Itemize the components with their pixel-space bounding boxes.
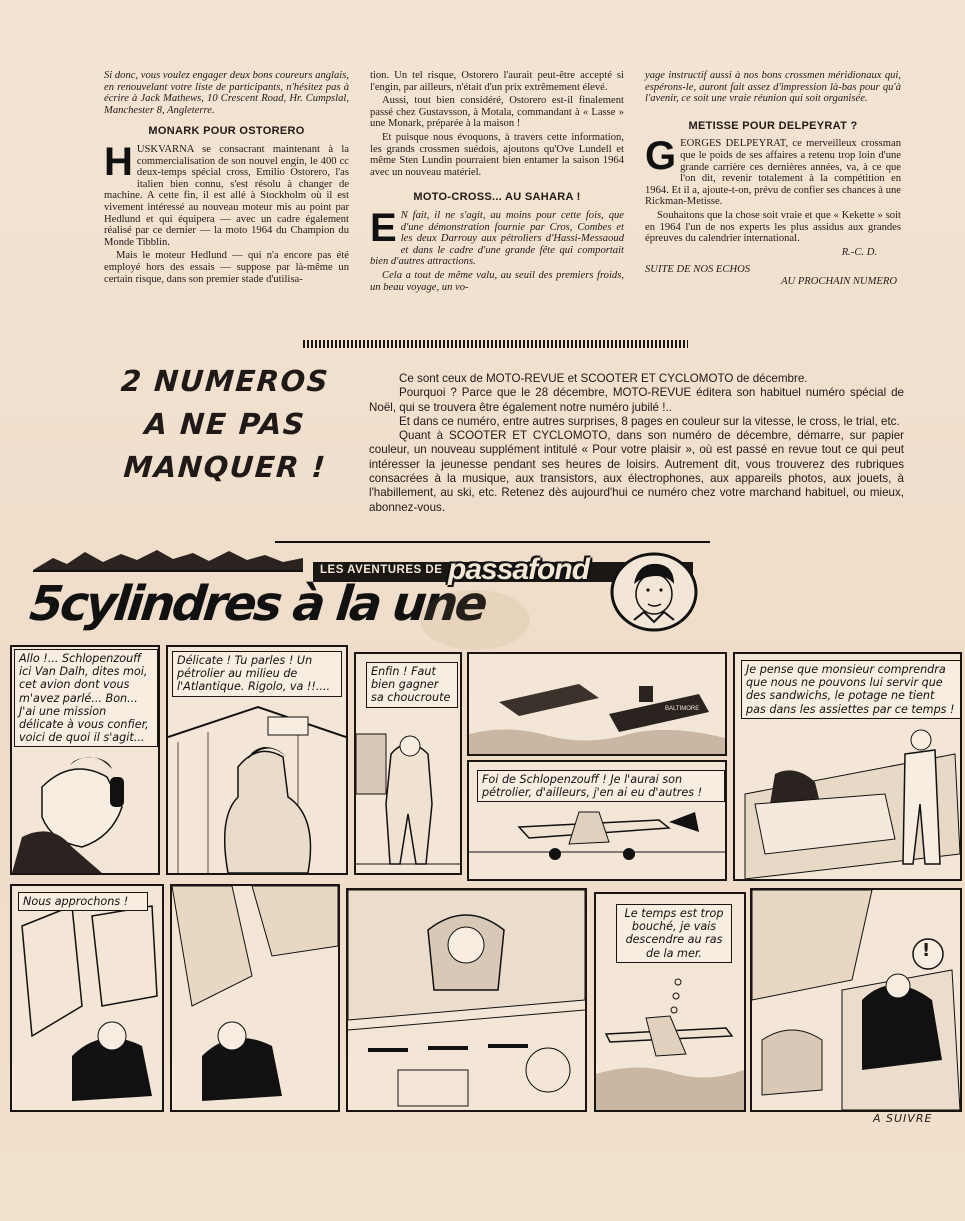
cockpit-panel-art	[348, 890, 585, 1110]
metisse-paragraph-2: Souhaitons que la chose soit vraie et que « Kekette » soit en 1964 l'un de nos experts les plus assidus aux grandes épreuves du calendrier international.	[645, 209, 901, 245]
bubble-panel-6: Nous approchons !	[18, 892, 148, 911]
headline-line-2: A NE PAS	[143, 407, 307, 441]
panel-9	[594, 892, 746, 1112]
suite-line-2: AU PROCHAIN NUMERO	[781, 275, 897, 287]
col3-paragraph-1: yage instructif aussi à nos bons crossmen méridionaux qui, espérons-le, auront fait assez d'impression là-bas pour qu'à l'avenir, ce soit une vraie réunion qui soit organisée.	[645, 70, 901, 105]
panel-2	[166, 645, 348, 875]
exclamation-bubble: !	[922, 940, 931, 961]
col2-paragraph-1: tion. Un tel risque, Ostorero l'aurait peut-être accepté si l'engin, par ailleurs, n'était d'un prix extrêmement élevé.	[370, 70, 624, 93]
panel-3	[354, 652, 462, 875]
heading-metisse: METISSE POUR DELPEYRAT ?	[688, 119, 858, 132]
headline-line-3: MANQUER !	[122, 450, 328, 484]
suite-line-1: SUITE DE NOS ECHOS	[645, 264, 751, 276]
dropcap-h: H	[104, 139, 133, 184]
panel-7	[170, 884, 340, 1112]
announcement-p2: Pourquoi ? Parce que le 28 décembre, MOTO-REVUE éditera son habituel numéro spécial de Noël, qui se trouvera être également notre numéro jubilé !..	[369, 386, 904, 414]
bubble-panel-2: Délicate ! Tu parles ! Un pétrolier au milieu de l'Atlantique. Rigolo, va !!....	[172, 651, 342, 697]
heading-sahara: MOTO-CROSS... AU SAHARA !	[413, 191, 581, 204]
column-3	[645, 70, 901, 288]
panel-4a	[467, 652, 727, 756]
ship-name: BALTIMORE	[665, 706, 700, 712]
intro-paragraph: Si donc, vous voulez engager deux bons coureurs anglais, en renouvelant votre liste de participants, n'hésitez pas à écrire à Jack Mathews, 10 Crescent Road, Hr. Cumpslal, Manchester 8, Angleterre.	[104, 70, 349, 116]
strip-title: 5cylindres à la une	[27, 576, 488, 632]
announcement-p4: Quant à SCOOTER ET CYCLOMOTO, dans son numéro de décembre, démarre, sur papier couleur, un nouveau supplément intitulé « Pour votre plaisir », où est passé en revue tout ce qui peut intéresser la jeunesse pendant ses heures de loisirs. Autrement dit, vous trouverez des rubriques consacrées à la musique, aux transistors, aux électrophones, aux appareils photos, aux jouets, à l'habillement, au ski, etc. Retenez dès aujourd'hui ce numéro chez votre marchand habituel, ou mieux, abonnez-vous.	[369, 429, 904, 514]
bubble-panel-4: Foi de Schlopenzouff ! Je l'aurai son pétrolier, d'ailleurs, j'en ai eu d'autres !	[477, 770, 725, 802]
panel-10	[750, 888, 962, 1112]
passafond-logo: passafond	[448, 553, 590, 586]
panel-10-art	[752, 890, 960, 1110]
bubble-panel-1: Allo !... Schlopenzouff ici Van Dalh, dites moi, cet avion dont vous m'avez parlé... Bon... J'ai une mission délicate à vous confier, voici de quoi il s'agit...	[14, 649, 158, 747]
column-1	[104, 70, 349, 287]
announcement-headline	[110, 360, 340, 489]
bubble-panel-5: Je pense que monsieur comprendra que nous ne pouvons lui servir que des sandwichs, le potage ne tient pas dans les assiettes par ce temps !	[741, 660, 961, 719]
monark-paragraph-1: USKVARNA se consacrant maintenant à la commercialisation de son nouvel engin, le 400 cc deux-temps spécial cross, Emilio Ostorero, l'as italien bien connu, s'est résolu à changer de machine. A cette fin, il est allé à Stockholm où il est vivement intéressé au nouveau moteur mis au point par Hedlund et qui équipera — avec un cadre également réalisé par ce dernier — la moto 1964 du Champion du Monde Tibblin.	[104, 143, 349, 248]
panel-1	[10, 645, 160, 875]
header-rule	[275, 541, 710, 543]
announcement-p3: Et dans ce numéro, entre autres surprises, 8 pages en couleur sur la vitesse, le cross, le trial, etc.	[399, 414, 900, 428]
ship-panel-art	[469, 654, 725, 754]
bubble-panel-3: Enfin ! Faut bien gagner sa choucroute	[366, 662, 458, 708]
paper-stain	[420, 590, 530, 650]
monark-paragraph-2: Mais le moteur Hedlund — qui n'a encore pas été employé hors des essais — suppose par là-même un certain risque, dans son premier stade d'utilisa-	[104, 250, 349, 285]
hero-portrait-icon	[608, 550, 700, 634]
sahara-paragraph-2: Cela a tout de même valu, au seuil des premiers froids, un beau voyage, un vo-	[370, 269, 624, 293]
panel-6	[10, 884, 164, 1112]
announcement-p1: Ce sont ceux de MOTO-REVUE et SCOOTER ET CYCLOMOTO de décembre.	[399, 372, 808, 385]
mountain-silhouette	[33, 544, 303, 572]
heading-monark: MONARK POUR OSTORERO	[148, 125, 305, 138]
announcement-text	[369, 372, 904, 515]
dropcap-g: G	[645, 134, 677, 179]
col2-paragraph-3: Et puisque nous évoquons, à travers cette information, les grands crossmen suédois, ajoutons qu'Ove Lundell et même Sten Lundin pourraient bien entamer la saison 1964 avec un nouveau matériel.	[370, 131, 624, 178]
panel-5	[733, 652, 962, 881]
metisse-paragraph-1: EORGES DELPEYRAT, ce merveilleux crossman que le poids de ses affaires a retenu trop loin d'une grande carrière ces dernières années, va, à ce que l'on dit, revenir totalement à la compétition en 1964. Et il a, ajoute-t-on, prévu de confier ses chances à une Rickman-Metisse.	[645, 138, 901, 208]
headline-line-1: 2 NUMEROS	[119, 364, 331, 398]
col2-paragraph-2: Aussi, tout bien considéré, Ostorero est-il finalement passé chez Gustavsson, à Motala, commandant à « Lasse » une Monark, préparée à la maison !	[370, 95, 624, 130]
sahara-paragraph-1: N fait, il ne s'agit, au moins pour cette fois, que d'une démonstration fournie par Cros, Combes et les deux Darrouy aux pétroliers d'Hassi-Messaoud et dans le cadre d'une grande fête qui comportait bien d'autres attractions.	[370, 209, 624, 268]
bubble-panel-9: Le temps est trop bouché, je vais descendre au ras de la mer.	[616, 904, 732, 963]
panel-7-art	[172, 886, 338, 1110]
hatched-divider	[303, 340, 688, 348]
column-2	[370, 70, 624, 295]
signature: R.-C. D.	[841, 246, 877, 258]
series-label: LES AVENTURES DE	[320, 564, 443, 576]
to-be-continued: A SUIVRE	[873, 1112, 933, 1125]
panel-4b	[467, 760, 727, 881]
panel-8	[346, 888, 587, 1112]
panel-6-art	[12, 886, 162, 1110]
dropcap-e: E	[370, 205, 397, 250]
